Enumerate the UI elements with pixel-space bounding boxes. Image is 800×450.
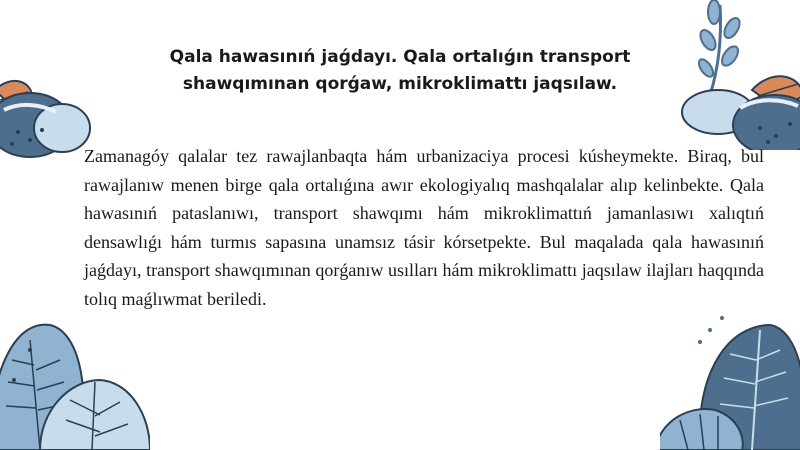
slide-title-line-1: Qala hawasınıń jaǵdayı. Qala ortalıǵın transport (169, 47, 631, 67)
bottom-left-leaf-icon (0, 320, 150, 450)
slide-title (140, 44, 660, 98)
slide-title-line-2: shawqımınan qorǵaw, mikroklimattı jaqsılaw. (182, 74, 618, 94)
top-right-plant-icon (680, 0, 800, 150)
body-paragraph: Zamanagóy qalalar tez rawajlanbaqta hám urbanizaciya procesi kúsheymekte. Biraq, bul rawajlanıw menen birge qala ortalıǵına awır ekologiyalıq mashqalalar alıp kelinbekte. Qala hawasınıń pataslanıwı, transport shawqımı hám mikroklimattıń jamanlasıwı xalıqtıń densawlıǵı hám turmıs sapasına unamsız tásir kórsetpekte. Bul maqalada qala hawasınıń jaǵdayı, transport shawqımınan qorǵanıw usılları hám mikroklimattı jaqsılaw ilajları haqqında tolıq maǵlıwmat beriledi. (84, 146, 764, 309)
bottom-right-bush-icon (660, 310, 800, 450)
